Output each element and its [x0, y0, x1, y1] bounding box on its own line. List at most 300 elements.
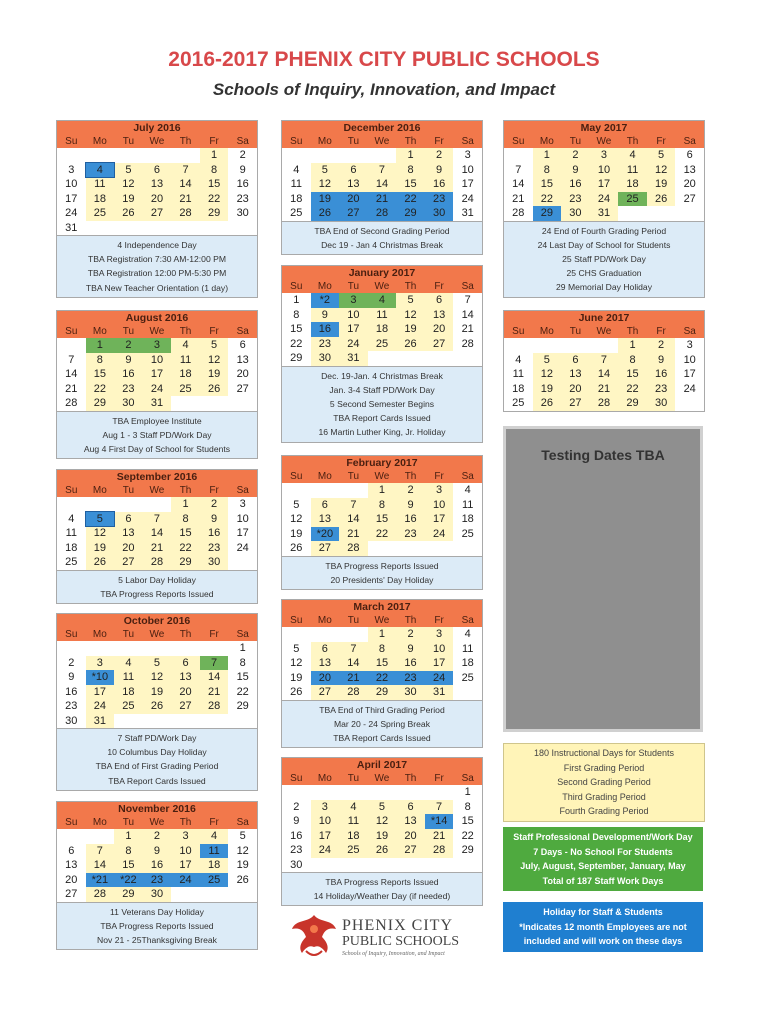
day-cell: 25 [65, 556, 78, 569]
day-header: Tu [114, 816, 143, 829]
day-cell: 18 [339, 829, 368, 844]
day-cell [368, 785, 397, 800]
day-cell [114, 497, 143, 512]
day-header: Tu [561, 325, 590, 338]
week-row [282, 627, 482, 642]
week-row [282, 527, 482, 542]
day-cell: 14 [143, 526, 172, 541]
day-cell [311, 148, 340, 163]
day-cell: 23 [236, 192, 249, 205]
day-cell [311, 627, 340, 642]
day-cell: 9 [425, 163, 454, 178]
day-cell: 22 [368, 671, 397, 686]
day-cell: 15 [200, 177, 229, 192]
day-cell [114, 714, 143, 729]
day-cell [368, 541, 397, 556]
legend-instructional-line: 180 Instructional Days for Students [533, 748, 675, 758]
day-cell: 11 [512, 368, 524, 381]
day-cell: 6 [686, 149, 693, 162]
day-header: We [368, 614, 397, 627]
day-cell: 1 [293, 294, 300, 307]
day-cell: 17 [236, 527, 249, 540]
day-cell: 8 [533, 163, 562, 178]
day-cell: *21 [86, 873, 115, 888]
day-cell: 11 [618, 163, 647, 178]
day-cell: *2 [311, 293, 340, 308]
day-cell: 7 [200, 656, 229, 671]
day-cell: 22 [396, 192, 425, 207]
day-cell: 4 [464, 484, 471, 497]
day-cell: 12 [396, 308, 425, 323]
day-cell [143, 221, 172, 236]
day-cell: 27 [683, 192, 696, 205]
day-cell: 23 [425, 192, 454, 207]
day-cell: 11 [461, 642, 474, 655]
day-header: Mo [311, 470, 340, 483]
note-line: 14 Holiday/Weather Day (if needed) [313, 891, 451, 902]
day-cell: 17 [590, 177, 619, 192]
day-cell: 14 [368, 177, 397, 192]
day-cell: 17 [339, 322, 368, 337]
month-notes [282, 700, 482, 748]
day-cell [339, 785, 368, 800]
day-cell: 3 [425, 483, 454, 498]
school-logo [288, 907, 488, 961]
day-cell: 29 [618, 396, 647, 411]
day-cell: 30 [290, 858, 303, 871]
day-header: We [143, 135, 172, 148]
legend-staff-line: July, August, September, January, May [520, 861, 686, 871]
day-cell [339, 858, 368, 873]
note-line: 24 Last Day of School for Students [537, 239, 671, 250]
week-row [57, 541, 257, 556]
legend-staff-line: Total of 187 Staff Work Days [542, 875, 664, 886]
legend-instructional-line: First Grading Period [563, 762, 645, 773]
week-row [282, 642, 482, 657]
day-cell: 7 [339, 642, 368, 657]
month-grid [57, 628, 257, 728]
day-header: Tu [339, 280, 368, 293]
week-row [282, 308, 482, 323]
day-cell: 2 [561, 148, 590, 163]
day-cell: 17 [86, 685, 115, 700]
day-header: Sa [453, 772, 482, 785]
day-cell [675, 396, 704, 411]
day-cell: 18 [512, 382, 525, 395]
day-cell: 14 [339, 656, 368, 671]
legend-instructional-line: Fourth Grading Period [559, 806, 649, 816]
legend-instructional-line: Second Grading Period [557, 777, 651, 787]
day-cell [200, 396, 229, 411]
day-header: Tu [339, 135, 368, 148]
day-header: Mo [311, 614, 340, 627]
day-header: Fr [647, 325, 676, 338]
month-notes [57, 902, 257, 950]
day-cell [533, 338, 562, 353]
day-cell: 28 [368, 206, 397, 221]
day-header: We [368, 470, 397, 483]
calendar-november-2016 [56, 801, 258, 950]
day-cell [425, 541, 454, 556]
day-cell: 1 [618, 338, 647, 353]
note-line: 11 Veterans Day Holiday [110, 906, 204, 917]
day-cell: 26 [533, 396, 562, 411]
day-cell: 4 [293, 163, 300, 176]
day-cell: 23 [561, 192, 590, 207]
day-cell: 24 [65, 207, 78, 220]
note-line: TBA End of Third Grading Period [319, 704, 445, 715]
day-cell: 9 [396, 498, 425, 513]
month-grid [57, 325, 257, 411]
day-cell: 17 [65, 192, 78, 205]
day-cell [453, 685, 482, 700]
day-cell: 24 [236, 541, 249, 554]
day-cell: 4 [464, 628, 471, 641]
note-line: 5 Second Semester Begins [329, 398, 435, 409]
day-cell: 24 [339, 337, 368, 352]
day-cell: 16 [114, 367, 143, 382]
day-cell: 24 [311, 843, 340, 858]
day-header: We [590, 325, 619, 338]
day-cell: 17 [171, 858, 200, 873]
day-cell [143, 641, 172, 656]
day-cell: 27 [65, 888, 78, 901]
day-cell [86, 221, 115, 236]
day-cell [200, 221, 229, 236]
note-line: TBA Progress Reports Issued [100, 920, 214, 931]
week-row [57, 148, 257, 163]
month-header: May 2017 [504, 121, 704, 135]
legend-instructional-line: Third Grading Period [562, 791, 646, 802]
day-cell: 4 [114, 656, 143, 671]
day-cell: 22 [200, 192, 229, 207]
week-row [282, 671, 482, 686]
day-cell: 4 [68, 512, 75, 525]
day-cell: 24 [683, 382, 696, 395]
day-cell: 5 [114, 163, 143, 178]
day-header: Tu [339, 470, 368, 483]
week-row [504, 192, 704, 207]
day-cell: 23 [143, 873, 172, 888]
day-cell: 30 [311, 351, 340, 366]
day-cell: 31 [86, 714, 115, 729]
week-row [57, 858, 257, 873]
day-cell: 29 [171, 555, 200, 570]
day-cell: 27 [396, 843, 425, 858]
month-header: February 2017 [282, 456, 482, 470]
day-cell: 28 [339, 685, 368, 700]
day-cell [282, 627, 311, 642]
month-header: April 2017 [282, 758, 482, 772]
day-cell: 31 [65, 221, 78, 234]
day-header: Sa [453, 280, 482, 293]
day-header: Tu [114, 325, 143, 338]
day-header: Su [282, 280, 311, 293]
day-cell: 26 [86, 555, 115, 570]
calendar-march-2017 [281, 599, 483, 748]
day-cell: 19 [290, 671, 303, 684]
day-cell: 16 [647, 367, 676, 382]
day-cell: 20 [143, 192, 172, 207]
day-cell: 13 [425, 308, 454, 323]
day-cell: 19 [143, 685, 172, 700]
calendar-june-2017 [503, 310, 705, 412]
week-row [282, 800, 482, 815]
legend-instructional [503, 743, 705, 822]
day-cell [368, 351, 397, 366]
day-cell: 24 [425, 527, 454, 542]
week-row [504, 396, 704, 411]
week-row [504, 206, 704, 221]
day-cell: 5 [396, 293, 425, 308]
day-cell: 29 [236, 700, 249, 713]
week-row [57, 714, 257, 729]
day-cell [311, 858, 340, 873]
legend-holiday-line: included and will work on these days [523, 936, 683, 946]
week-row [57, 685, 257, 700]
day-header: Th [171, 325, 200, 338]
day-cell: 15 [171, 526, 200, 541]
day-cell: 13 [65, 859, 78, 872]
week-row [504, 367, 704, 382]
note-line: TBA Employee Institute [112, 415, 202, 426]
day-cell: 3 [311, 800, 340, 815]
week-row [282, 163, 482, 178]
day-cell: 9 [239, 163, 246, 176]
day-cell: 10 [590, 163, 619, 178]
day-cell [339, 627, 368, 642]
day-header: Tu [561, 135, 590, 148]
day-cell: 3 [171, 829, 200, 844]
day-header: We [590, 135, 619, 148]
month-header: December 2016 [282, 121, 482, 135]
day-cell [228, 396, 257, 411]
day-cell: 8 [464, 800, 471, 813]
day-cell: 6 [396, 800, 425, 815]
week-row [282, 192, 482, 207]
week-row [57, 641, 257, 656]
day-cell: 19 [396, 322, 425, 337]
day-cell: 21 [65, 382, 78, 395]
day-cell: 15 [368, 512, 397, 527]
week-row [57, 699, 257, 714]
day-cell [339, 483, 368, 498]
day-cell: 13 [143, 177, 172, 192]
day-cell: 28 [461, 337, 474, 350]
week-row [504, 382, 704, 397]
testing-dates-label: Testing Dates TBA [541, 447, 665, 463]
day-cell: 15 [114, 858, 143, 873]
day-header: Fr [425, 280, 454, 293]
day-cell [200, 641, 229, 656]
month-grid [57, 484, 257, 570]
day-cell [368, 148, 397, 163]
month-grid [282, 135, 482, 221]
day-cell: 24 [171, 873, 200, 888]
day-cell: 17 [683, 368, 696, 381]
day-cell: 15 [368, 656, 397, 671]
day-cell: 6 [425, 293, 454, 308]
day-header: Th [396, 772, 425, 785]
day-cell: 9 [143, 844, 172, 859]
day-cell: 6 [68, 844, 75, 857]
day-cell: 3 [339, 293, 368, 308]
day-header: We [143, 816, 172, 829]
day-cell: 2 [239, 149, 246, 162]
note-line: 25 CHS Graduation [566, 268, 642, 279]
day-cell: 16 [65, 685, 78, 698]
day-header: Mo [311, 280, 340, 293]
day-cell: 6 [561, 353, 590, 368]
day-header: We [368, 772, 397, 785]
day-cell: 23 [396, 671, 425, 686]
day-cell: 18 [86, 192, 115, 207]
legend-staff-line: 7 Days - No School For Students [533, 846, 673, 857]
day-cell: 25 [171, 382, 200, 397]
day-cell: 18 [114, 685, 143, 700]
day-cell: 6 [311, 642, 340, 657]
day-cell: 27 [171, 699, 200, 714]
day-cell: 24 [86, 699, 115, 714]
logo-name-line1: PHENIX CITY [342, 917, 453, 934]
week-row [504, 177, 704, 192]
day-header: Tu [114, 628, 143, 641]
day-cell: 26 [114, 206, 143, 221]
day-cell: 8 [293, 308, 300, 321]
day-cell: 22 [461, 829, 474, 842]
day-cell [282, 148, 311, 163]
day-header: Mo [533, 135, 562, 148]
day-cell: 31 [590, 206, 619, 221]
day-cell: 23 [647, 382, 676, 397]
day-cell: 11 [339, 814, 368, 829]
day-cell: 7 [464, 294, 471, 307]
day-header: Th [618, 135, 647, 148]
day-cell [647, 206, 676, 221]
week-row [282, 351, 482, 366]
day-header: Su [282, 772, 311, 785]
day-cell: 10 [171, 844, 200, 859]
day-header: Th [171, 628, 200, 641]
day-cell: 7 [515, 163, 522, 176]
day-cell: 17 [311, 829, 340, 844]
day-cell: 27 [143, 206, 172, 221]
day-header: Th [171, 135, 200, 148]
day-header: We [143, 628, 172, 641]
day-cell: 2 [396, 627, 425, 642]
note-line: TBA Registration 7:30 AM-12:00 PM [87, 254, 227, 265]
day-cell: 15 [533, 177, 562, 192]
day-cell: 12 [143, 670, 172, 685]
day-header: Sa [228, 816, 257, 829]
day-cell: 6 [339, 163, 368, 178]
day-cell: 12 [647, 163, 676, 178]
note-line: 29 Memorial Day Holiday [556, 282, 652, 293]
day-cell: 27 [339, 206, 368, 221]
day-cell: 30 [200, 555, 229, 570]
day-cell: 28 [65, 397, 78, 410]
day-cell: 7 [86, 844, 115, 859]
day-cell: 25 [339, 843, 368, 858]
day-cell: 19 [290, 527, 303, 540]
day-cell [86, 148, 115, 163]
day-cell: 7 [68, 353, 75, 366]
day-cell [171, 221, 200, 236]
day-cell: 10 [461, 163, 474, 176]
day-cell: 3 [143, 338, 172, 353]
day-cell [339, 148, 368, 163]
day-cell: 25 [114, 699, 143, 714]
note-line: TBA Report Cards Issued [108, 775, 206, 786]
day-header: Fr [200, 628, 229, 641]
day-cell: 30 [114, 396, 143, 411]
day-header: Sa [228, 325, 257, 338]
day-cell: 9 [293, 815, 300, 828]
month-grid [282, 280, 482, 366]
day-cell: 18 [618, 177, 647, 192]
day-header: Tu [114, 135, 143, 148]
day-header: We [143, 484, 172, 497]
day-cell [143, 714, 172, 729]
day-cell: 28 [512, 207, 525, 220]
day-cell: 8 [239, 656, 246, 669]
day-cell: 30 [561, 206, 590, 221]
day-cell: 3 [68, 163, 75, 176]
day-cell [228, 555, 257, 570]
calendar-july-2016 [56, 120, 258, 298]
day-cell: 31 [339, 351, 368, 366]
day-header: Mo [311, 772, 340, 785]
day-cell [171, 641, 200, 656]
day-cell: 2 [425, 148, 454, 163]
day-cell: 16 [290, 829, 303, 842]
day-cell: 14 [86, 858, 115, 873]
day-cell: 3 [464, 149, 471, 162]
day-header: Mo [86, 325, 115, 338]
month-header: November 2016 [57, 802, 257, 816]
day-cell: 12 [290, 657, 303, 670]
day-cell: 10 [425, 642, 454, 657]
month-notes [282, 221, 482, 254]
day-cell [675, 206, 704, 221]
day-header: Mo [86, 484, 115, 497]
day-cell: 26 [396, 337, 425, 352]
day-cell: 16 [425, 177, 454, 192]
day-cell: 21 [171, 192, 200, 207]
note-line: TBA End of First Grading Period [95, 761, 219, 772]
day-cell: 18 [461, 513, 474, 526]
day-cell: 20 [171, 685, 200, 700]
week-row [57, 829, 257, 844]
logo-name-line2: PUBLIC SCHOOLS [342, 934, 460, 949]
day-cell: 11 [114, 670, 143, 685]
day-header: Fr [200, 135, 229, 148]
month-notes [282, 872, 482, 905]
day-cell: 29 [396, 206, 425, 221]
day-cell: 10 [143, 353, 172, 368]
day-cell: 15 [461, 815, 474, 828]
day-cell [114, 641, 143, 656]
day-cell: 25 [512, 397, 525, 410]
day-cell: 12 [290, 513, 303, 526]
day-cell: 15 [396, 177, 425, 192]
day-cell [57, 338, 86, 353]
day-cell: 27 [425, 337, 454, 352]
day-cell: *20 [311, 527, 340, 542]
day-cell: 3 [425, 627, 454, 642]
week-row [57, 512, 257, 527]
day-cell: 7 [425, 800, 454, 815]
